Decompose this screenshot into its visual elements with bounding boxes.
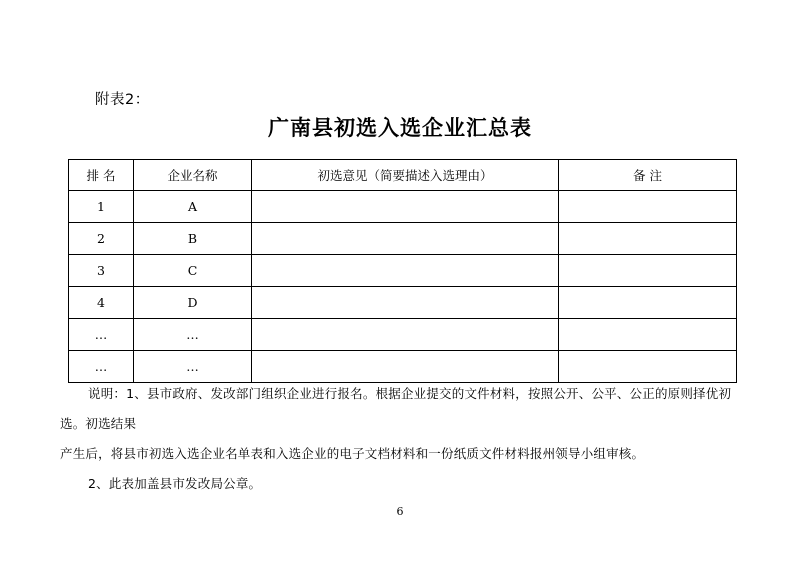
column-header-opinion: 初选意见（简要描述入选理由） (252, 160, 559, 191)
cell-company: D (134, 287, 252, 319)
cell-company: … (134, 351, 252, 383)
column-header-rank: 排 名 (69, 160, 134, 191)
cell-rank: 2 (69, 223, 134, 255)
cell-opinion (252, 351, 559, 383)
table-row (69, 351, 737, 383)
cell-company: … (134, 319, 252, 351)
column-header-remark: 备 注 (559, 160, 737, 191)
document-body (60, 0, 740, 565)
cell-remark (559, 191, 737, 223)
cell-remark (559, 351, 737, 383)
cell-company: A (134, 191, 252, 223)
table-body (69, 191, 737, 383)
table-header-row (69, 160, 737, 191)
table-row (69, 319, 737, 351)
cell-opinion (252, 191, 559, 223)
cell-rank: 3 (69, 255, 134, 287)
table-row (69, 287, 737, 319)
cell-company: C (134, 255, 252, 287)
cell-rank: … (69, 319, 134, 351)
cell-remark (559, 223, 737, 255)
cell-remark (559, 319, 737, 351)
page-number: 6 (396, 505, 404, 518)
page-title: 广南县初选入选企业汇总表 (268, 115, 532, 140)
cell-remark (559, 255, 737, 287)
cell-remark (559, 287, 737, 319)
cell-opinion (252, 255, 559, 287)
cell-company: B (134, 223, 252, 255)
note-line-1: 说明：1、县市政府、发改部门组织企业进行报名。根据企业提交的文件材料，按照公开、公平、公正的原则择优初选。初选结果 (60, 386, 732, 431)
cell-opinion (252, 287, 559, 319)
cell-opinion (252, 223, 559, 255)
note-line-2: 产生后，将县市初选入选企业名单表和入选企业的电子文档材料和一份纸质文件材料报州领导小组审核。 (60, 446, 645, 461)
table-row (69, 191, 737, 223)
cell-rank: 1 (69, 191, 134, 223)
attachment-label: 附表2： (95, 92, 150, 108)
cell-opinion (252, 319, 559, 351)
table-row (69, 255, 737, 287)
notes-section (60, 379, 740, 499)
table-header (69, 160, 737, 191)
cell-rank: … (69, 351, 134, 383)
table-row (69, 223, 737, 255)
enterprise-summary-table (68, 159, 737, 383)
note-line-3: 2、此表加盖县市发改局公章。 (88, 476, 262, 491)
cell-rank: 4 (69, 287, 134, 319)
column-header-company: 企业名称 (134, 160, 252, 191)
